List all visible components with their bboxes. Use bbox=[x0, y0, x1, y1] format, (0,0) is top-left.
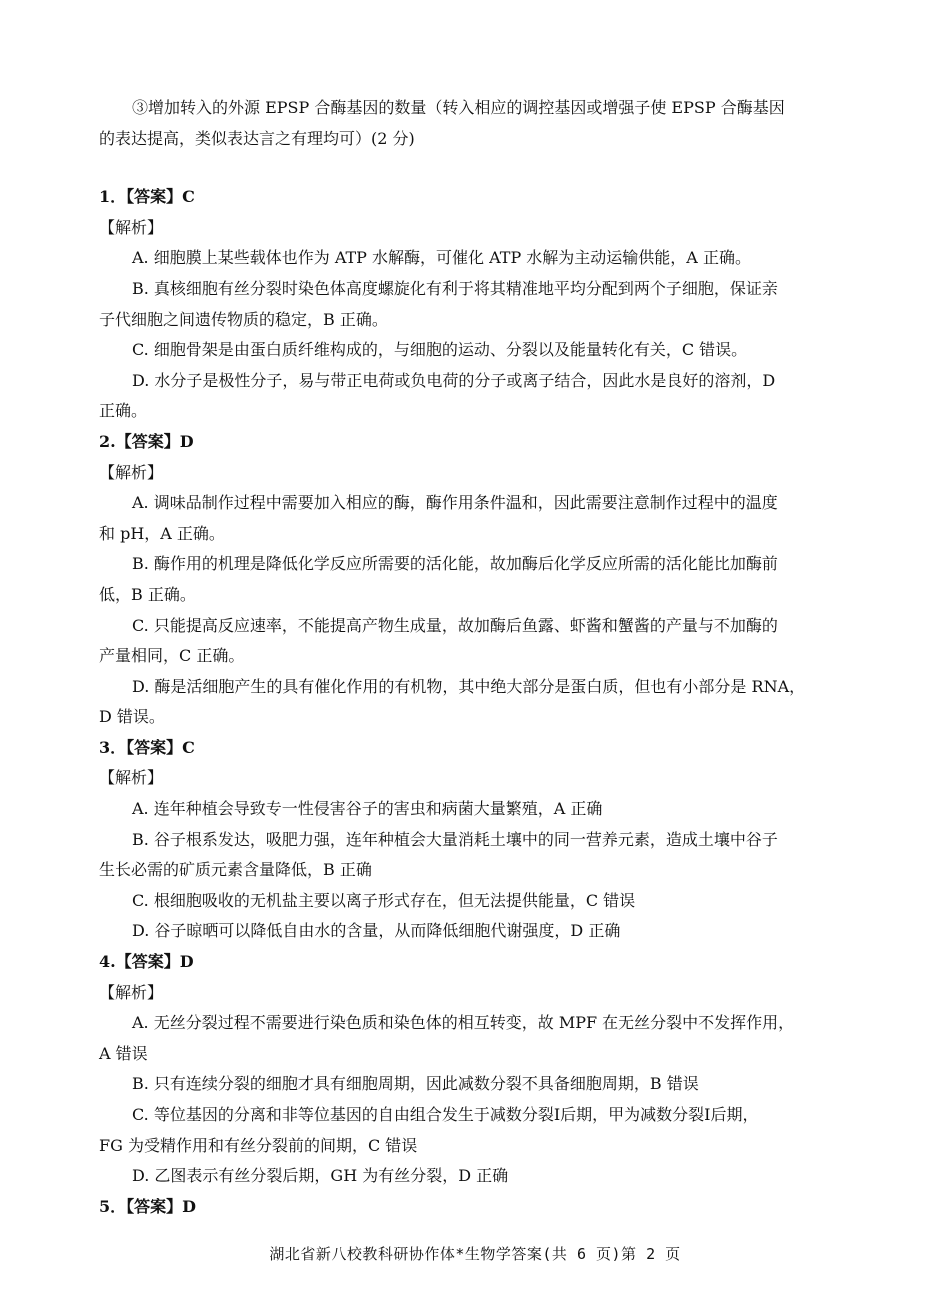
analysis-line: C. 根细胞吸收的无机盐主要以离子形式存在，但无法提供能量，C 错误 bbox=[132, 890, 636, 910]
analysis-line: 低，B 正确。 bbox=[99, 584, 196, 604]
analysis-line: B. 酶作用的机理是降低化学反应所需要的活化能，故加酶后化学反应所需的活化能比加酶前 bbox=[132, 554, 778, 574]
analysis-line: B. 只有连续分裂的细胞才具有细胞周期，因此减数分裂不具备细胞周期，B 错误 bbox=[132, 1074, 699, 1094]
analysis-label: 【解析】 bbox=[99, 768, 164, 788]
answer-heading-4: 4.【答案】D bbox=[99, 952, 194, 972]
answer-heading-1: 1．【答案】C bbox=[99, 187, 195, 207]
analysis-line: D. 水分子是极性分子，易与带正电荷或负电荷的分子或离子结合，因此水是良好的溶剂，D bbox=[132, 370, 776, 390]
analysis-line: 正确。 bbox=[99, 401, 148, 421]
analysis-line: 和 pH，A 正确。 bbox=[99, 523, 225, 543]
intro-line: ③增加转入的外源 EPSP 合酶基因的数量（转入相应的调控基因或增强子使 EPSP 合酶基因 bbox=[132, 98, 785, 117]
intro-line: 的表达提高，类似表达言之有理均可）(2 分) bbox=[99, 128, 415, 148]
analysis-line: B. 谷子根系发达，吸肥力强，连年种植会大量消耗土壤中的同一营养元素，造成土壤中谷子 bbox=[132, 829, 778, 849]
analysis-label: 【解析】 bbox=[99, 217, 164, 237]
analysis-line: D. 酶是活细胞产生的具有催化作用的有机物，其中绝大部分是蛋白质，但也有小部分是 RNA， bbox=[132, 676, 806, 696]
analysis-line: 生长必需的矿质元素含量降低，B 正确 bbox=[99, 860, 372, 880]
analysis-line: C. 等位基因的分离和非等位基因的自由组合发生于减数分裂Ⅰ后期，甲为减数分裂Ⅰ后期， bbox=[132, 1105, 759, 1124]
analysis-line: A 错误 bbox=[99, 1043, 148, 1063]
answer-content bbox=[99, 93, 857, 1222]
analysis-line: C. 细胞骨架是由蛋白质纤维构成的，与细胞的运动、分裂以及能量转化有关，C 错误。 bbox=[132, 340, 748, 360]
analysis-line: A. 细胞膜上某些载体也作为 ATP 水解酶，可催化 ATP 水解为主动运输供能，A 正确。 bbox=[132, 248, 751, 268]
analysis-line: B. 真核细胞有丝分裂时染色体高度螺旋化有利于将其精准地平均分配到两个子细胞，保证亲 bbox=[132, 278, 778, 298]
analysis-label: 【解析】 bbox=[99, 982, 164, 1002]
analysis-line: C. 只能提高反应速率，不能提高产物生成量，故加酶后鱼露、虾酱和蟹酱的产量与不加酶的 bbox=[132, 615, 778, 635]
analysis-label: 【解析】 bbox=[99, 462, 164, 482]
answer-heading-3: 3．【答案】C bbox=[99, 737, 195, 757]
analysis-line: A. 无丝分裂过程不需要进行染色质和染色体的相互转变，故 MPF 在无丝分裂中不发挥作用， bbox=[132, 1013, 795, 1033]
analysis-line: 产量相同，C 正确。 bbox=[99, 646, 245, 666]
answer-heading-2: 2.【答案】D bbox=[99, 431, 194, 451]
analysis-line: FG 为受精作用和有丝分裂前的间期，C 错误 bbox=[99, 1135, 418, 1155]
analysis-line: D. 谷子晾晒可以降低自由水的含量，从而降低细胞代谢强度，D 正确 bbox=[132, 921, 621, 941]
analysis-line: D. 乙图表示有丝分裂后期，GH 为有丝分裂，D 正确 bbox=[132, 1166, 509, 1186]
analysis-line: D 错误。 bbox=[99, 707, 165, 727]
spacer bbox=[99, 154, 857, 182]
analysis-line: A. 调味品制作过程中需要加入相应的酶，酶作用条件温和，因此需要注意制作过程中的温度 bbox=[132, 493, 778, 513]
answer-heading-5: 5．【答案】D bbox=[99, 1196, 197, 1216]
analysis-line: 子代细胞之间遗传物质的稳定，B 正确。 bbox=[99, 309, 388, 329]
analysis-line: A. 连年种植会导致专一性侵害谷子的害虫和病菌大量繁殖，A 正确 bbox=[132, 799, 603, 819]
page-footer: 湖北省新八校教科研协作体*生物学答案(共 6 页)第 2 页 bbox=[269, 1245, 681, 1263]
